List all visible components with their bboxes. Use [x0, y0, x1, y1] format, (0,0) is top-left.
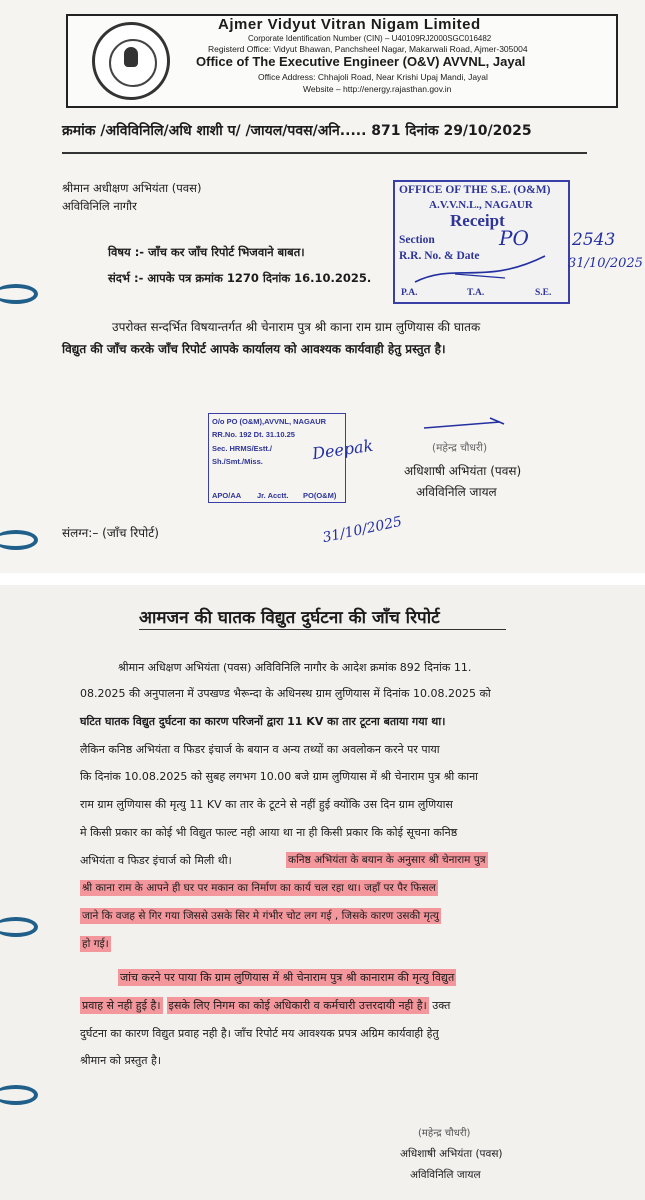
signature-name: (महेन्द्र चौधरी) [418, 1128, 471, 1139]
report-line: जांच करने पर पाया कि ग्राम लुणियास में श्री चेनाराम पुत्र श्री कानाराम की मृत्यु विद्युत [120, 971, 455, 984]
addressee-line-1: श्रीमान अधीक्षण अभियंता (पवस) [62, 181, 202, 195]
report-line: लैकिन कनिष्ठ अभियंता व फिडर इंचार्ज के बयान व अन्य तथ्यों का अवलोकन करने पर पाया [80, 743, 440, 756]
body-line-2: विद्युत की जाँच करके जाँच रिपोर्ट आपके कार्यालय को आवश्यक कार्यवाही हेतु प्रस्तुत है। [62, 342, 446, 356]
signature-title-1: अधिशाषी अभियंता (पवस) [404, 464, 522, 478]
signature-scribble [420, 416, 510, 438]
report-line: मे किसी प्रकार का कोई भी विद्युत फाल्ट नही आया था ना ही किसी प्रकार कि कोई सूचना कनिष्ठ [80, 826, 458, 839]
letter-page [0, 0, 645, 573]
report-line: श्रीमान अधिक्षण अभियंता (पवस) अविविनिलि नागौर के आदेश क्रमांक 892 दिनांक 11. [118, 661, 472, 674]
reference-line: संदर्भ :- आपके पत्र क्रमांक 1270 दिनांक 16.10.2025. [108, 271, 372, 285]
addressee-line-2: अविविनिलि नागौर [62, 199, 137, 213]
subject-line: विषय :- जाँच कर जाँच रिपोर्ट भिजवाने बाबत। [108, 245, 305, 259]
report-title: आमजन की घातक विद्युत दुर्घटना की जाँच रिपोर्ट [139, 608, 440, 628]
office-address: Office Address: Chhajoli Road, Near Krishi Upaj Mandi, Jayal [258, 72, 488, 82]
binding-ring [0, 284, 38, 304]
signature-title-1: अधिशाषी अभियंता (पवस) [400, 1148, 503, 1160]
divider [62, 152, 587, 154]
binding-ring [0, 530, 38, 550]
signature-title-2: अविविनिलि जायल [410, 1169, 481, 1181]
highlighted-text: श्री काना राम के आपने ही घर पर मकान का निर्माण का कार्य चल रहा था। जहाँ पर पैर फिसल [82, 882, 436, 894]
body-line-1: उपरोक्त सन्दर्भित विषयान्तर्गत श्री चेनाराम पुत्र श्री काना राम ग्राम लुणियास की घातक [112, 320, 481, 334]
signature-scribble [395, 252, 568, 292]
office-receipt-stamp: O/o PO (O&M),AVVNL, NAGAUR RR.No. 192 Dt. 31.10.25 Sec. HRMS/Estt./ Sh./Smt./Miss. APO/AA Jr. Acctt. PO(O&M) [208, 413, 346, 503]
office-title: Office of The Executive Engineer (O&V) AVVNL, Jayal [196, 54, 526, 69]
highlighted-text: हो गई। [82, 938, 109, 950]
bulb-icon [124, 47, 138, 67]
cin-line: Corporate Identification Number (CIN) – U40109RJ2000SGC016482 [248, 34, 492, 43]
report-line: राम ग्राम लुणियास की मृत्यु 11 KV का तार के टूटने से नहीं हुई क्योंकि उस दिन ग्राम लुणियास [80, 798, 453, 811]
section-value: PO [499, 226, 529, 250]
highlighted-text: कनिष्ठ अभियंता के बयान के अनुसार श्री चेनाराम पुत्र [288, 854, 486, 866]
receipt-date: 31/10/2025 [568, 256, 643, 271]
company-name: Ajmer Vidyut Vitran Nigam Limited [218, 16, 481, 33]
registered-office: Registerd Office: Vidyut Bhawan, Panchsheel Nagar, Makarwali Road, Ajmer-305004 [208, 44, 528, 54]
handwritten-name: Deepak [310, 435, 375, 464]
report-line: 08.2025 की अनुपालना में उपखण्ड भैरून्दा के अधिनस्थ ग्राम लुणियास में दिनांक 10.08.2025 को [80, 687, 491, 700]
receipt-stamp: OFFICE OF THE S.E. (O&M) A.V.V.N.L., NAGAUR Receipt Section R.R. No. & Date PO P.A. T.A. S.E. [393, 180, 570, 304]
signature-name: (महेन्द्र चौधरी) [432, 442, 488, 454]
website-line: Website – http://energy.rajasthan.gov.in [303, 84, 452, 94]
signature-title-2: अविविनिलि जायल [416, 485, 497, 499]
report-line: प्रवाह से नही हुई है। इसके लिए निगम का कोई अधिकारी व कर्मचारी उत्तरदायी नही है। उक्त [82, 999, 451, 1012]
binding-ring [0, 917, 38, 937]
report-line: घटित घातक विद्युत दुर्घटना का कारण परिजनों द्वारा 11 KV का तार टूटना बताया गया था। [80, 715, 446, 728]
letterhead [66, 14, 618, 108]
enclosure-line: संलग्न:– (जाँच रिपोर्ट) [62, 526, 159, 540]
report-line: कि दिनांक 10.08.2025 को सुबह लगभग 10.00 बजे ग्राम लुणियास में श्री चेनाराम पुत्र श्री काना [80, 770, 479, 783]
handwritten-date: 31/10/2025 [321, 513, 404, 547]
report-line: श्रीमान को प्रस्तुत है। [80, 1054, 162, 1067]
company-logo [92, 22, 170, 100]
report-line: अभियंता व फिडर इंचार्ज को मिली थी। [80, 854, 232, 867]
title-underline [139, 629, 506, 630]
report-line: दुर्घटना का कारण विद्युत प्रवाह नही है। जाँच रिपोर्ट मय आवश्यक प्रपत्र अग्रिम कार्यवाही हेतु [80, 1027, 439, 1040]
report-page [0, 585, 645, 1200]
binding-ring [0, 1085, 38, 1105]
receipt-number: 2543 [572, 230, 616, 250]
highlighted-text: जाने कि वजह से गिर गया जिससे उसके सिर मे गंभीर चोट लग गई , जिसके कारण उसकी मृत्यु [82, 910, 439, 922]
reference-number: क्रमांक /अविविनिलि/अधि शाशी प/ /जायल/पवस/अनि..... 871 दिनांक 29/10/2025 [62, 123, 532, 139]
